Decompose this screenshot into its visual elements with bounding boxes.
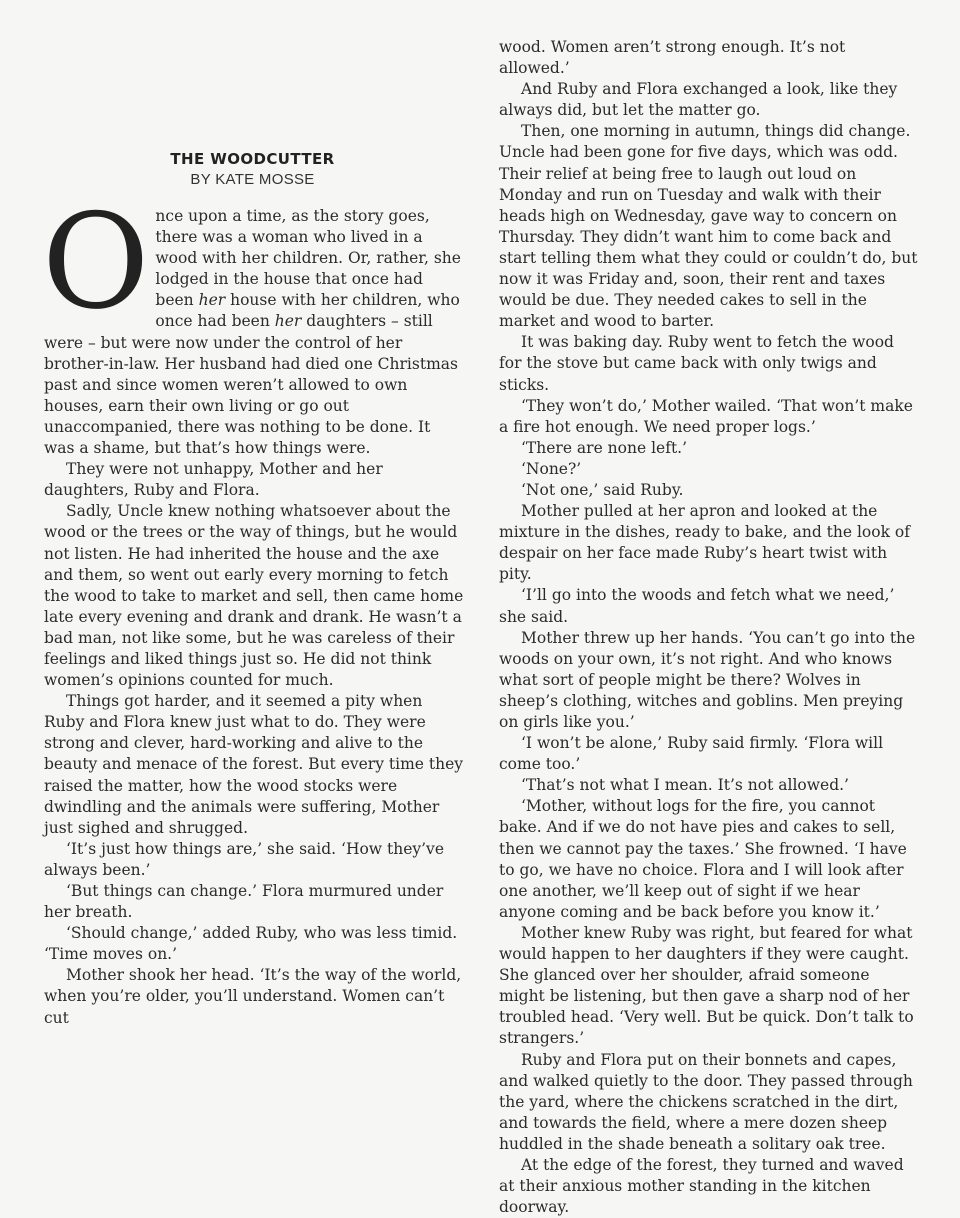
body-paragraph: It was baking day. Ruby went to fetch the wood for the stove but came back with only twigs and sticks. (499, 333, 894, 394)
body-paragraph: Mother shook her head. ‘It’s the way of the world, when you’re older, you’ll understand. Women can’t cut (44, 966, 462, 1027)
body-paragraph: Things got harder, and it seemed a pity when Ruby and Flora knew just what to do. They were strong and clever, hard-working and alive to the beauty and menace of the forest. But every time they raised the matter, how the wood stocks were dwindling and the animals were suffering, Mother just sighed and shrugged. (44, 692, 464, 837)
body-paragraph: ‘There are none left.’ (521, 438, 688, 457)
story-byline: BY KATE MOSSE (190, 171, 315, 188)
story-title: THE WOODCUTTER (170, 150, 335, 168)
body-paragraph: Ruby and Flora put on their bonnets and capes, and walked quietly to the door. They passed through the yard, where the chickens scratched in the dirt, and towards the field, where a mere dozen sheep huddled in the shade beneath a solitary oak tree. (499, 1050, 913, 1153)
body-paragraph: ‘Not one,’ said Ruby. (521, 480, 684, 499)
emphasis-text: her (198, 291, 226, 310)
body-paragraph: Then, one morning in autumn, things did change. Uncle had been gone for five days, which was odd. Their relief at being free to laugh out loud on Monday and run on Tuesday and walk with their heads high on Wednesday, gave way to concern on Thursday. They didn’t want him to come back and start telling them what they could or couldn’t do, but now it was Friday and, soon, their rent and taxes would be due. They needed cakes to sell in the market and wood to barter. (499, 122, 918, 331)
body-paragraph: At the edge of the forest, they turned and waved at their anxious mother standing in the kitchen doorway. (499, 1155, 904, 1217)
body-paragraph: ‘They won’t do,’ Mother wailed. ‘That won’t make a fire hot enough. We need proper logs.’ (499, 396, 913, 436)
body-paragraph: And Ruby and Flora exchanged a look, like they always did, but let the matter go. (499, 80, 898, 120)
body-paragraph: ‘I’ll go into the woods and fetch what we need,’ she said. (499, 586, 895, 626)
drop-cap: O (42, 185, 150, 338)
continued-paragraph: wood. Women aren’t strong enough. It’s not allowed.’ (499, 38, 846, 78)
left-column (42, 185, 464, 1029)
paragraph-text-run: nce upon a time, as the story goes, there was a woman who lived in a wood with her children. Or, rather, she lodged in the house that once had been (155, 207, 461, 310)
paragraph-text-run: daughters – still were – but were now under the control of her brother-in-law. Her husband had died one Christmas past and since women weren’t allowed to own houses, earn their own living or go out unaccompanied, there was nothing to be done. It was a shame, but that’s how things were. (44, 312, 458, 458)
body-paragraph: Sadly, Uncle knew nothing whatsoever about the wood or the trees or the way of things, but he would not listen. He had inherited the house and the axe and them, so went out early every morning to fetch the wood to take to market and sell, then came home late every evening and drank and drank. He wasn’t a bad man, not like some, but he was careless of their feelings and liked things just so. He did not think women’s opinions counted for much. (44, 502, 464, 690)
body-paragraph: ‘That’s not what I mean. It’s not allowed.’ (521, 776, 849, 795)
emphasis-text: her (274, 312, 302, 331)
left-paragraphs (44, 459, 464, 1029)
body-paragraph: ‘Mother, without logs for the fire, you cannot bake. And if we do not have pies and cakes to sell, then we cannot pay the taxes.’ She frowned. ‘I have to go, we have no choice. Flora and I will look after one another, we’ll keep out of sight if we hear anyone coming and be back before you know it.’ (499, 797, 907, 921)
body-paragraph: Mother knew Ruby was right, but feared for what would happen to her daughters if they were caught. She glanced over her shoulder, afraid someone might be listening, but then gave a sharp nod of her troubled head. ‘Very well. But be quick. Don’t talk to strangers.’ (499, 923, 914, 1048)
body-paragraph: ‘Should change,’ added Ruby, who was less timid. ‘Time moves on.’ (44, 924, 458, 964)
right-column (499, 37, 920, 1218)
body-paragraph: ‘I won’t be alone,’ Ruby said firmly. ‘Flora will come too.’ (499, 734, 884, 774)
right-paragraphs (499, 79, 920, 1218)
body-paragraph: ‘But things can change.’ Flora murmured under her breath. (44, 882, 444, 922)
body-paragraph: Mother threw up her hands. ‘You can’t go into the woods on your own, it’s not right. And who knows what sort of people might be there? Wolves in sheep’s clothing, witches and goblins. Men preying on girls like you.’ (499, 628, 916, 731)
story-header (150, 150, 355, 188)
body-paragraph: ‘It’s just how things are,’ she said. ‘How they’ve always been.’ (44, 839, 444, 879)
body-paragraph: Mother pulled at her apron and looked at the mixture in the dishes, ready to bake, and the look of despair on her face made Ruby’s heart twist with pity. (499, 502, 910, 584)
paragraph-text-run: house with her children, who once had been (155, 291, 460, 331)
body-paragraph: ‘None?’ (521, 459, 582, 478)
opening-paragraph-block (42, 185, 464, 459)
body-paragraph: They were not unhappy, Mother and her daughters, Ruby and Flora. (44, 460, 383, 500)
